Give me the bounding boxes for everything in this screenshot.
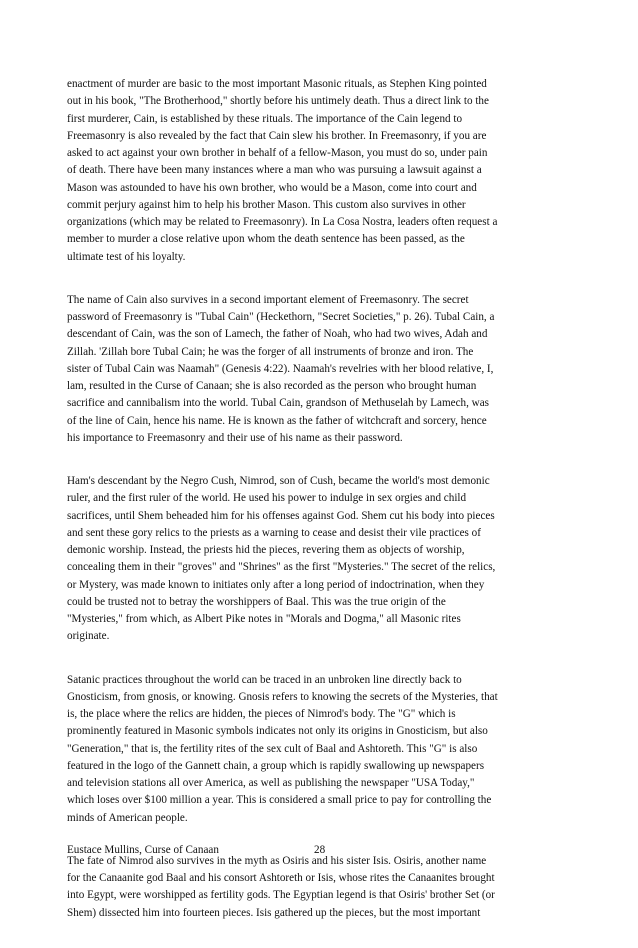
text-line: his importance to Freemasonry and their use of his name as their password.	[67, 431, 403, 444]
body-text	[67, 76, 557, 948]
text-line: ruler, and the first ruler of the world. He used his power to indulge in sex orgies and child	[67, 492, 467, 505]
text-line: which loses over $100 million a year. This is considered a small price to pay for controlling the	[67, 794, 492, 807]
text-line: Mason was astounded to have his own brother, who would be a Mason, come into court and	[67, 181, 477, 194]
text-line: sister of Tubal Cain was Naamah" (Genesis 4:22). Naamah's revelries with her blood relative, I,	[67, 362, 494, 375]
text-line: The name of Cain also survives in a second important element of Freemasonry. The secret	[67, 293, 469, 306]
text-line: member to murder a close relative upon whom the death sentence has been passed, as the	[67, 233, 465, 246]
text-line: Freemasonry is also revealed by the fact that Cain slew his brother. In Freemasonry, if you are	[67, 129, 487, 142]
text-line: lam, resulted in the Curse of Canaan; she is also recorded as the person who brought human	[67, 380, 477, 392]
text-line: organizations (which may be related to Freemasonry). In La Cosa Nostra, leaders often request a	[67, 216, 498, 228]
text-line: commit perjury against him to help his brother Mason. This custom also survives in other	[67, 198, 466, 211]
text-line: Zillah. 'Zillah bore Tubal Cain; he was the forger of all instruments of bronze and iron. The	[67, 345, 474, 358]
text-line: concealing them in their "groves" and "Shrines" as the first "Mysteries." The secret of the relics,	[67, 561, 496, 574]
text-line: and sent these gory relics to the priests as a warning to cease and desist their vile practices of	[67, 526, 481, 539]
text-line: featured in the logo of the Gannett chain, a group which is rapidly swallowing up newspapers	[67, 759, 485, 772]
text-line: prominently featured in Masonic symbols indicates not only its origins in Gnosticism, but also	[67, 725, 488, 738]
text-line: or Mystery, was made known to initiates only after a long period of indoctrination, when they	[67, 578, 485, 591]
text-line: of death. There have been many instances where a man who was pursuing a lawsuit against a	[67, 164, 482, 177]
text-line: The fate of Nimrod also survives in the myth as Osiris and his sister Isis. Osiris, another name	[67, 854, 487, 867]
text-line: of the line of Cain, hence his name. He is known as the father of witchcraft and sorcery, hence	[67, 414, 487, 427]
text-line: originate.	[67, 630, 110, 643]
text-line: out in his book, "The Brotherhood," shortly before his untimely death. Thus a direct link to the	[67, 95, 489, 108]
text-line: Gnosticism, from gnosis, or knowing. Gnosis refers to knowing the secrets of the Mysteries, that	[67, 690, 498, 703]
text-line: could be trusted not to betray the worshippers of Baal. This was the true origin of the	[67, 595, 446, 608]
text-line: "Mysteries," from which, as Albert Pike notes in "Morals and Dogma," all Masonic rites	[67, 613, 461, 625]
text-line: Ham's descendant by the Negro Cush, Nimrod, son of Cush, became the world's most demonic	[67, 475, 490, 487]
text-line: descendant of Cain, was the son of Lamech, the father of Noah, who had two wives, Adah and	[67, 328, 488, 341]
page-number: 28	[314, 844, 326, 856]
text-line: asked to act against your own brother in behalf of a fellow-Mason, you must do so, under pain	[67, 147, 488, 159]
text-line: Satanic practices throughout the world can be traced in an unbroken line directly back to	[67, 673, 462, 686]
paragraph	[67, 292, 557, 447]
paragraph	[67, 672, 557, 827]
text-line: first murderer, Cain, is established by these rituals. The importance of the Cain legend to	[67, 112, 463, 125]
text-line: sacrifices, until Shem beheaded him for his offenses against God. Shem cut his body into pieces	[67, 509, 495, 522]
paragraph	[67, 76, 557, 266]
paragraph	[67, 473, 557, 646]
text-line: "Generation," that is, the fertility rites of the sex cult of Baal and Ashtoreth. This "G" is also	[67, 742, 478, 755]
text-line: sacrifice and cannibalism into the world. Tubal Cain, grandson of Methuselah by Lamech, was	[67, 397, 490, 410]
text-line: for the Canaanite god Baal and his consort Ashtoreth or Isis, whose rites the Canaanites brought	[67, 872, 495, 884]
text-line: into Egypt, were worshipped as fertility gods. The Egyptian legend is that Osiris' brother Set (or	[67, 889, 495, 902]
text-line: demonic worship. Instead, the priests hid the pieces, revering them as objects of worship,	[67, 544, 465, 556]
text-line: Shem) dissected him into fourteen pieces. Isis gathered up the pieces, but the most important	[67, 906, 481, 919]
text-line: enactment of murder are basic to the most important Masonic rituals, as Stephen King pointed	[67, 78, 487, 90]
paragraph	[67, 853, 557, 922]
text-line: password of Freemasonry is "Tubal Cain" (Heckethorn, "Secret Societies," p. 26). Tubal Cain, a	[67, 311, 495, 323]
text-line: ultimate test of his loyalty.	[67, 250, 186, 263]
text-line: is, the place where the relics are hidden, the pieces of Nimrod's body. The "G" which is	[67, 708, 456, 720]
footer-author-title: Eustace Mullins, Curse of Canaan	[67, 844, 219, 856]
text-line: minds of American people.	[67, 811, 188, 824]
text-line: and television stations all over America, as well as publishing the newspaper "USA Today,"	[67, 777, 475, 789]
